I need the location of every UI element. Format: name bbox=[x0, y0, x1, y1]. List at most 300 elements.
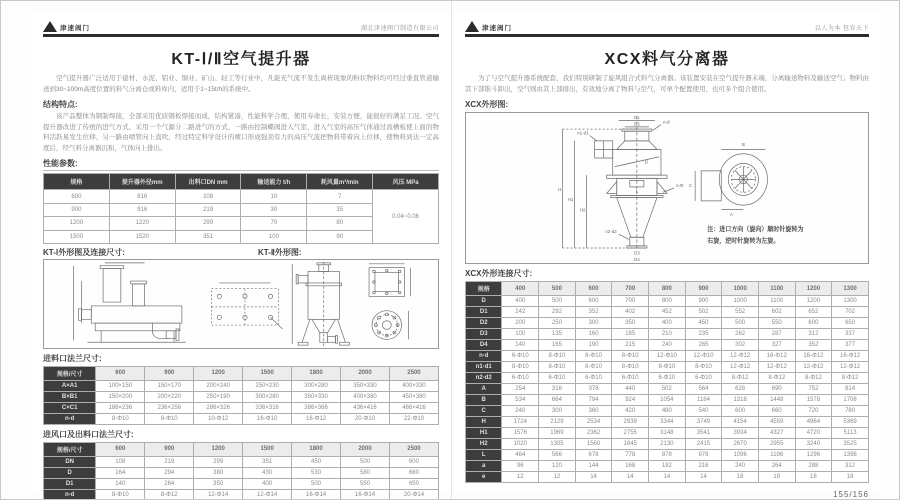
table-cell: 3525 bbox=[832, 439, 869, 450]
table-cell: 534 bbox=[502, 395, 539, 406]
table-cell: 236×256 bbox=[145, 402, 194, 413]
table-cell: 292 bbox=[539, 307, 576, 318]
table-cell: 1500 bbox=[44, 230, 110, 243]
table-cell: 500 bbox=[722, 318, 759, 329]
company-motto: 以人为本 包容天下 bbox=[814, 26, 869, 32]
table-header-cell: 1300 bbox=[832, 282, 869, 296]
table-cell: n2-d2 bbox=[466, 373, 502, 384]
table-cell: 96 bbox=[502, 461, 539, 472]
table-cell: 168 bbox=[612, 461, 649, 472]
table-cell: 215 bbox=[612, 340, 649, 351]
table-cell: A×A1 bbox=[44, 380, 96, 391]
table-cell: 219 bbox=[175, 203, 241, 216]
dim-label-h1: H1 bbox=[567, 196, 574, 202]
table-cell: 6-Φ10 bbox=[612, 373, 649, 384]
table-cell: 316 bbox=[539, 384, 576, 395]
table-header-cell: 规格 bbox=[466, 282, 502, 296]
table-cell: D4 bbox=[466, 340, 502, 351]
table-cell: 300×280 bbox=[292, 380, 341, 391]
table-cell: 100 bbox=[502, 329, 539, 340]
table-cell: 8-Φ10 bbox=[145, 413, 194, 424]
table-cell: 14 bbox=[612, 472, 649, 483]
table-cell: n1-d1 bbox=[466, 362, 502, 373]
table-cell: 566 bbox=[539, 450, 576, 461]
table-cell: 1845 bbox=[612, 439, 649, 450]
table-cell: 402 bbox=[612, 307, 649, 318]
intro-paragraph: 为了与空气提升器系统配套，我们特别研制了旋风组合式料气分离器。该装置安装在空气提升器末端，分离输送物料及输送空气；物料由其下部锥斗卸出，空气则由其上部排出，有效地分离了物料与空气，可单个配置使用，也可多个组合使用。 bbox=[465, 75, 869, 93]
table-header-cell: 规格/尺寸 bbox=[44, 442, 96, 456]
table-cell: 1200 bbox=[44, 217, 110, 230]
logo-triangle-icon bbox=[465, 21, 479, 32]
table-cell: 814 bbox=[832, 384, 869, 395]
kt-drawing-box bbox=[43, 259, 439, 349]
table-cell: H2 bbox=[466, 439, 502, 450]
dim-label-n1d1: n1-d1 bbox=[577, 130, 589, 136]
dim-label-nd: n-d bbox=[662, 119, 670, 125]
page-right bbox=[453, 11, 881, 500]
drawing-subheadings bbox=[43, 247, 439, 258]
table-cell: 352 bbox=[795, 340, 832, 351]
table-cell: 500 bbox=[341, 456, 390, 467]
table-header-cell: 1800 bbox=[292, 366, 341, 380]
table-cell: A bbox=[466, 384, 502, 395]
table-cell: 440 bbox=[612, 384, 649, 395]
table-cell: 8-Φ10 bbox=[685, 362, 722, 373]
table-cell: D3 bbox=[466, 329, 502, 340]
table-cell: 502 bbox=[685, 307, 722, 318]
table-cell: 14 bbox=[649, 472, 686, 483]
table-header-cell: 1200 bbox=[795, 282, 832, 296]
table-cell: 1969 bbox=[539, 428, 576, 439]
table-cell: 12-Φ12 bbox=[795, 362, 832, 373]
table-cell: D1 bbox=[44, 478, 96, 489]
section-heading-outline: XCX外形图: bbox=[465, 100, 509, 110]
table-header-cell: 1200 bbox=[194, 442, 243, 456]
table-cell: 420 bbox=[612, 406, 649, 417]
table-header-cell: 600 bbox=[575, 282, 612, 296]
table-cell: 660 bbox=[758, 406, 795, 417]
table-cell: 312 bbox=[832, 461, 869, 472]
table-cell: 480 bbox=[649, 406, 686, 417]
table-cell: a bbox=[466, 461, 502, 472]
table-cell: 8-Φ10 bbox=[575, 351, 612, 362]
table-cell: 140 bbox=[96, 478, 145, 489]
table-header-cell: 400 bbox=[502, 282, 539, 296]
table-cell: 1724 bbox=[502, 417, 539, 428]
table-cell: 12-Φ10 bbox=[685, 351, 722, 362]
table-cell: 552 bbox=[722, 307, 759, 318]
table-cell: 690 bbox=[758, 384, 795, 395]
table-cell: 294 bbox=[145, 467, 194, 478]
table-cell: 192 bbox=[649, 461, 686, 472]
table-cell: 12-Φ12 bbox=[832, 362, 869, 373]
table-cell: B×B1 bbox=[44, 391, 96, 402]
table-cell: 16-Φ12 bbox=[758, 351, 795, 362]
dim-label-n2d2: n2-d2 bbox=[605, 228, 617, 235]
table-cell: 3749 bbox=[685, 417, 722, 428]
table-cell: 1184 bbox=[685, 395, 722, 406]
table-cell: 265 bbox=[685, 340, 722, 351]
table-cell: 1296 bbox=[795, 450, 832, 461]
table-cell: 8-Φ10 bbox=[539, 351, 576, 362]
table-cell: 108 bbox=[175, 190, 241, 203]
table-cell: 4327 bbox=[758, 428, 795, 439]
table-cell: 35 bbox=[307, 203, 373, 216]
table-cell: 752 bbox=[795, 384, 832, 395]
dim-label-a: A bbox=[729, 211, 733, 217]
table-cell: 3934 bbox=[722, 428, 759, 439]
table-cell: 100×150 bbox=[96, 380, 145, 391]
table-cell: 450 bbox=[292, 456, 341, 467]
table-cell: 12-Φ10 bbox=[649, 351, 686, 362]
table-cell: 452 bbox=[649, 307, 686, 318]
table-cell: 8-Φ12 bbox=[145, 489, 194, 500]
logo-text: 津速阀门 bbox=[60, 24, 90, 32]
table-cell: 700 bbox=[612, 296, 649, 307]
table-cell: 22-Φ10 bbox=[389, 413, 438, 424]
table-cell: 900 bbox=[685, 296, 722, 307]
page-gutter bbox=[451, 1, 452, 500]
table-cell: 12-Φ14 bbox=[243, 489, 292, 500]
table-cell: 1220 bbox=[109, 217, 175, 230]
xcx-drawing bbox=[466, 113, 868, 263]
table-cell: 12-Φ12 bbox=[758, 362, 795, 373]
table-header-cell: 2000 bbox=[341, 366, 390, 380]
table-cell: 7 bbox=[307, 190, 373, 203]
table-cell: 250×190 bbox=[194, 391, 243, 402]
table-header-cell: 1000 bbox=[722, 282, 759, 296]
dim-label-d1: D1 bbox=[633, 114, 640, 120]
table-cell: 377 bbox=[832, 340, 869, 351]
table-cell: 1576 bbox=[502, 428, 539, 439]
outlet-flange-table bbox=[43, 442, 439, 500]
table-header-cell: 1800 bbox=[292, 442, 341, 456]
table-cell: 628 bbox=[722, 384, 759, 395]
table-cell: 216 bbox=[685, 461, 722, 472]
table-cell: 287 bbox=[758, 329, 795, 340]
dim-label-l: L bbox=[635, 188, 639, 194]
table-cell: 16-Φ14 bbox=[341, 489, 390, 500]
table-cell: D bbox=[466, 296, 502, 307]
table-cell: 8-Φ10 bbox=[612, 351, 649, 362]
table-cell: 250×230 bbox=[243, 380, 292, 391]
table-cell: 135 bbox=[539, 329, 576, 340]
table-cell: 8-Φ10 bbox=[649, 362, 686, 373]
table-cell: 242 bbox=[502, 307, 539, 318]
table-cell: 5369 bbox=[832, 417, 869, 428]
logo-text: 津速阀门 bbox=[482, 24, 512, 32]
table-cell: 351 bbox=[243, 456, 292, 467]
table-cell: 70 bbox=[241, 217, 307, 230]
table-cell: 8-Φ12 bbox=[722, 373, 759, 384]
table-cell: 80 bbox=[307, 217, 373, 230]
dim-label-d2: D2 bbox=[633, 121, 640, 127]
table-cell: 602 bbox=[758, 307, 795, 318]
table-cell: 978 bbox=[685, 450, 722, 461]
table-cell: 351 bbox=[175, 230, 241, 243]
table-cell: 1200 bbox=[795, 296, 832, 307]
table-cell: 8-Φ10 bbox=[539, 362, 576, 373]
table-cell: 430 bbox=[243, 467, 292, 478]
table-cell: 778 bbox=[612, 450, 649, 461]
table-cell: 464 bbox=[502, 450, 539, 461]
page-header bbox=[465, 15, 869, 32]
table-cell: 350 bbox=[194, 478, 243, 489]
company-logo bbox=[43, 21, 90, 32]
table-cell: 550 bbox=[341, 478, 390, 489]
table-header-cell: 2500 bbox=[389, 366, 438, 380]
table-cell: 450 bbox=[685, 318, 722, 329]
table-cell: 1100 bbox=[758, 296, 795, 307]
table-cell: 300×280 bbox=[243, 391, 292, 402]
table-cell: 350×330 bbox=[341, 380, 390, 391]
table-cell: 8-Φ10 bbox=[502, 362, 539, 373]
table-cell: 1396 bbox=[832, 450, 869, 461]
table-cell: 1000 bbox=[722, 296, 759, 307]
table-cell: 1305 bbox=[539, 439, 576, 450]
table-cell: 12-Φ12 bbox=[722, 351, 759, 362]
table-cell: H bbox=[466, 417, 502, 428]
table-cell: 200×220 bbox=[145, 391, 194, 402]
table-cell: 16-Φ12 bbox=[795, 351, 832, 362]
table-cell: 300 bbox=[575, 318, 612, 329]
table-cell: 502 bbox=[649, 384, 686, 395]
table-cell: 1318 bbox=[722, 395, 759, 406]
table-header-cell: 输送能力 t/h bbox=[241, 174, 307, 190]
table-cell: 90 bbox=[307, 230, 373, 243]
table-cell: e bbox=[466, 472, 502, 483]
table-header-cell: 500 bbox=[539, 282, 576, 296]
header-rule bbox=[465, 34, 869, 37]
table-cell: 924 bbox=[612, 395, 649, 406]
table-cell: 254 bbox=[502, 384, 539, 395]
table-cell: D2 bbox=[466, 318, 502, 329]
table-header-cell: 2000 bbox=[341, 442, 390, 456]
table-cell: 1578 bbox=[795, 395, 832, 406]
table-cell: 264 bbox=[145, 478, 194, 489]
table-cell: 650 bbox=[832, 318, 869, 329]
section-heading-structure: 结构特点: bbox=[43, 100, 78, 110]
table-cell: n-d bbox=[44, 413, 96, 424]
table-cell: 720 bbox=[795, 406, 832, 417]
table-cell: 14 bbox=[685, 472, 722, 483]
table-header-cell: 规格/尺寸 bbox=[44, 366, 96, 380]
table-cell: 8-Φ10 bbox=[575, 362, 612, 373]
page-number: 155/156 bbox=[833, 490, 869, 500]
table-header-cell: 600 bbox=[96, 366, 145, 380]
company-name: 湖北津速阀门制造有限公司 bbox=[360, 26, 439, 32]
table-cell: 500 bbox=[539, 296, 576, 307]
table-header-cell: 2500 bbox=[389, 442, 438, 456]
table-cell: D1 bbox=[466, 307, 502, 318]
table-cell: 350×330 bbox=[292, 391, 341, 402]
table-cell: 12-Φ12 bbox=[722, 362, 759, 373]
page-header bbox=[43, 15, 439, 32]
table-cell: 652 bbox=[795, 307, 832, 318]
table-cell: 264 bbox=[758, 461, 795, 472]
logo-triangle-icon bbox=[43, 21, 57, 32]
table-cell: 1196 bbox=[758, 450, 795, 461]
xcx-dimensions-table bbox=[465, 281, 869, 483]
table-cell: 6-Φ10 bbox=[685, 373, 722, 384]
table-cell: D bbox=[44, 467, 96, 478]
table-cell: 1708 bbox=[832, 395, 869, 406]
table-cell: 1300 bbox=[832, 296, 869, 307]
structure-paragraph: 该产品整体为钢制焊接，全部采用优质钢板焊接而成，结构紧凑，性能科学合理，使用寿命长，安装方便，能很好的满足工况。空气提升器改进了传统的进气方式，采用一个气源分二路进气的方式，一路由控制蝶阀进入气室，进入气室的高压气体通过流槽板使上面的物料活跃易发生位移，另一路由喷管向上直吹，经过特定科学设计的喷口形成强劲有力的高压气流把物料带着向上位移，使物料到达一定高度后，经气料分离器沉积，气体向上排出。 bbox=[43, 113, 439, 152]
table-cell: 240 bbox=[649, 340, 686, 351]
table-cell: 530 bbox=[292, 467, 341, 478]
table-cell: 302 bbox=[722, 340, 759, 351]
table-cell: 3148 bbox=[649, 428, 686, 439]
intro-paragraph: 空气提升器广泛适用于建材、水泥、铝业、铜业、矿山、轻工等行业中，凡能充气流不发生离析现象的粉状物料均可经过垂直管道输送到30~100m高度位置的料气分离仓或料库内，适用于1~15t/h的系统中。 bbox=[43, 75, 439, 93]
table-cell: 2130 bbox=[649, 439, 686, 450]
table-cell: 108 bbox=[96, 456, 145, 467]
table-header-cell: 1100 bbox=[758, 282, 795, 296]
table-cell: C bbox=[466, 406, 502, 417]
table-cell: 185 bbox=[612, 329, 649, 340]
table-cell: 160 bbox=[575, 329, 612, 340]
table-cell: 2939 bbox=[612, 417, 649, 428]
kt-drawings bbox=[44, 260, 438, 348]
table-cell: 20-Φ10 bbox=[341, 413, 390, 424]
table-cell: B bbox=[466, 395, 502, 406]
table-cell: 4720 bbox=[795, 428, 832, 439]
table-cell: 3344 bbox=[649, 417, 686, 428]
table-cell: 16-Φ12 bbox=[832, 351, 869, 362]
table-cell: 165 bbox=[539, 340, 576, 351]
rotation-note-line1: 注：进口方向（旋向）顺时针旋转为 bbox=[707, 225, 804, 233]
table-cell: 210 bbox=[649, 329, 686, 340]
section-heading-outlet-flange: 进风口及出料口法兰尺寸: bbox=[43, 429, 134, 439]
table-cell: 250 bbox=[539, 318, 576, 329]
header-rule bbox=[43, 34, 439, 37]
table-cell: 680 bbox=[389, 467, 438, 478]
table-cell: 16-Φ12 bbox=[292, 413, 341, 424]
table-cell: 800 bbox=[649, 296, 686, 307]
table-cell: 235 bbox=[685, 329, 722, 340]
table-cell: 10-Φ12 bbox=[194, 413, 243, 424]
table-cell: 450×380 bbox=[389, 391, 438, 402]
table-cell: 144 bbox=[575, 461, 612, 472]
table-cell: 878 bbox=[649, 450, 686, 461]
table-cell: 14 bbox=[575, 472, 612, 483]
table-cell: 780 bbox=[832, 406, 869, 417]
table-cell: 200×240 bbox=[194, 380, 243, 391]
table-cell: DN bbox=[44, 456, 96, 467]
table-header-cell: 900 bbox=[145, 366, 194, 380]
table-cell: 600 bbox=[722, 406, 759, 417]
table-cell: 10 bbox=[241, 190, 307, 203]
table-cell: 400×380 bbox=[341, 391, 390, 402]
table-cell: 616 bbox=[109, 190, 175, 203]
table-header-cell: 规格 bbox=[44, 174, 110, 190]
table-header-cell: 700 bbox=[612, 282, 649, 296]
table-cell: 2362 bbox=[575, 428, 612, 439]
table-cell: 4154 bbox=[722, 417, 759, 428]
page-left bbox=[31, 11, 451, 498]
table-cell: 2415 bbox=[685, 439, 722, 450]
dim-label-d4: D4 bbox=[633, 256, 640, 262]
table-cell: 286×326 bbox=[194, 402, 243, 413]
table-cell: 299 bbox=[175, 217, 241, 230]
table-cell: 8-Φ12 bbox=[758, 373, 795, 384]
table-cell: 400 bbox=[649, 318, 686, 329]
table-cell: 0.04~0.06 bbox=[373, 190, 439, 244]
kt2-drawing-heading: KT-Ⅱ外形图: bbox=[258, 247, 302, 257]
table-cell: 702 bbox=[832, 307, 869, 318]
table-cell: 6-Φ10 bbox=[502, 351, 539, 362]
table-cell: 262 bbox=[722, 329, 759, 340]
table-cell: 12-Φ14 bbox=[194, 489, 243, 500]
table-cell: 2670 bbox=[722, 439, 759, 450]
table-cell: 900 bbox=[44, 203, 110, 216]
dim-label-nphi: n-Φ bbox=[676, 182, 684, 188]
table-cell: 20-Φ14 bbox=[389, 489, 438, 500]
table-header-cell: 提升器外径mm bbox=[109, 174, 175, 190]
dim-label-c: C bbox=[688, 182, 693, 188]
table-cell: 18 bbox=[832, 472, 869, 483]
table-cell: 240 bbox=[502, 406, 539, 417]
table-cell: 386×366 bbox=[292, 402, 341, 413]
table-cell: 600 bbox=[575, 296, 612, 307]
table-cell: 8-Φ12 bbox=[832, 373, 869, 384]
table-cell: 120 bbox=[539, 461, 576, 472]
table-cell: 1020 bbox=[502, 439, 539, 450]
table-cell: 352 bbox=[575, 307, 612, 318]
table-cell: 6-Φ10 bbox=[539, 373, 576, 384]
table-cell: 18 bbox=[758, 472, 795, 483]
table-cell: 916 bbox=[109, 203, 175, 216]
table-cell: n-d bbox=[44, 489, 96, 500]
table-cell: 18 bbox=[722, 472, 759, 483]
table-header-cell: 1200 bbox=[194, 366, 243, 380]
company-logo bbox=[465, 21, 512, 32]
table-cell: 650 bbox=[389, 478, 438, 489]
table-cell: 312 bbox=[795, 329, 832, 340]
table-cell: 8-Φ10 bbox=[96, 489, 145, 500]
dim-label-h2: H2 bbox=[579, 207, 586, 213]
table-cell: 2129 bbox=[539, 417, 576, 428]
table-cell: 360 bbox=[575, 406, 612, 417]
table-cell: 150×170 bbox=[145, 380, 194, 391]
table-cell: 350 bbox=[612, 318, 649, 329]
table-header-cell: 800 bbox=[649, 282, 686, 296]
table-cell: 12 bbox=[539, 472, 576, 483]
xcx-drawing-box bbox=[465, 112, 869, 264]
page-title: KT-Ⅰ/Ⅱ空气提升器 bbox=[171, 51, 311, 68]
table-cell: 288 bbox=[795, 461, 832, 472]
table-header-cell: 1500 bbox=[243, 366, 292, 380]
table-cell: 1560 bbox=[575, 439, 612, 450]
table-cell: 8-Φ10 bbox=[96, 413, 145, 424]
page-title: XCX料气分离器 bbox=[604, 51, 730, 68]
table-header-cell: 900 bbox=[145, 442, 194, 456]
table-cell: 8-Φ10 bbox=[612, 362, 649, 373]
table-cell: n-d bbox=[466, 351, 502, 362]
table-cell: 18 bbox=[795, 472, 832, 483]
table-cell: 16-Φ10 bbox=[243, 413, 292, 424]
table-cell: 12 bbox=[502, 472, 539, 483]
table-cell: 200 bbox=[502, 318, 539, 329]
table-cell: 4559 bbox=[758, 417, 795, 428]
table-cell: H1 bbox=[466, 428, 502, 439]
table-cell: 600 bbox=[795, 318, 832, 329]
table-cell: 678 bbox=[575, 450, 612, 461]
table-header-cell: 1500 bbox=[243, 442, 292, 456]
table-header-cell: 600 bbox=[96, 442, 145, 456]
table-header-cell: 风压 MPa bbox=[373, 174, 439, 190]
table-cell: 400 bbox=[502, 296, 539, 307]
